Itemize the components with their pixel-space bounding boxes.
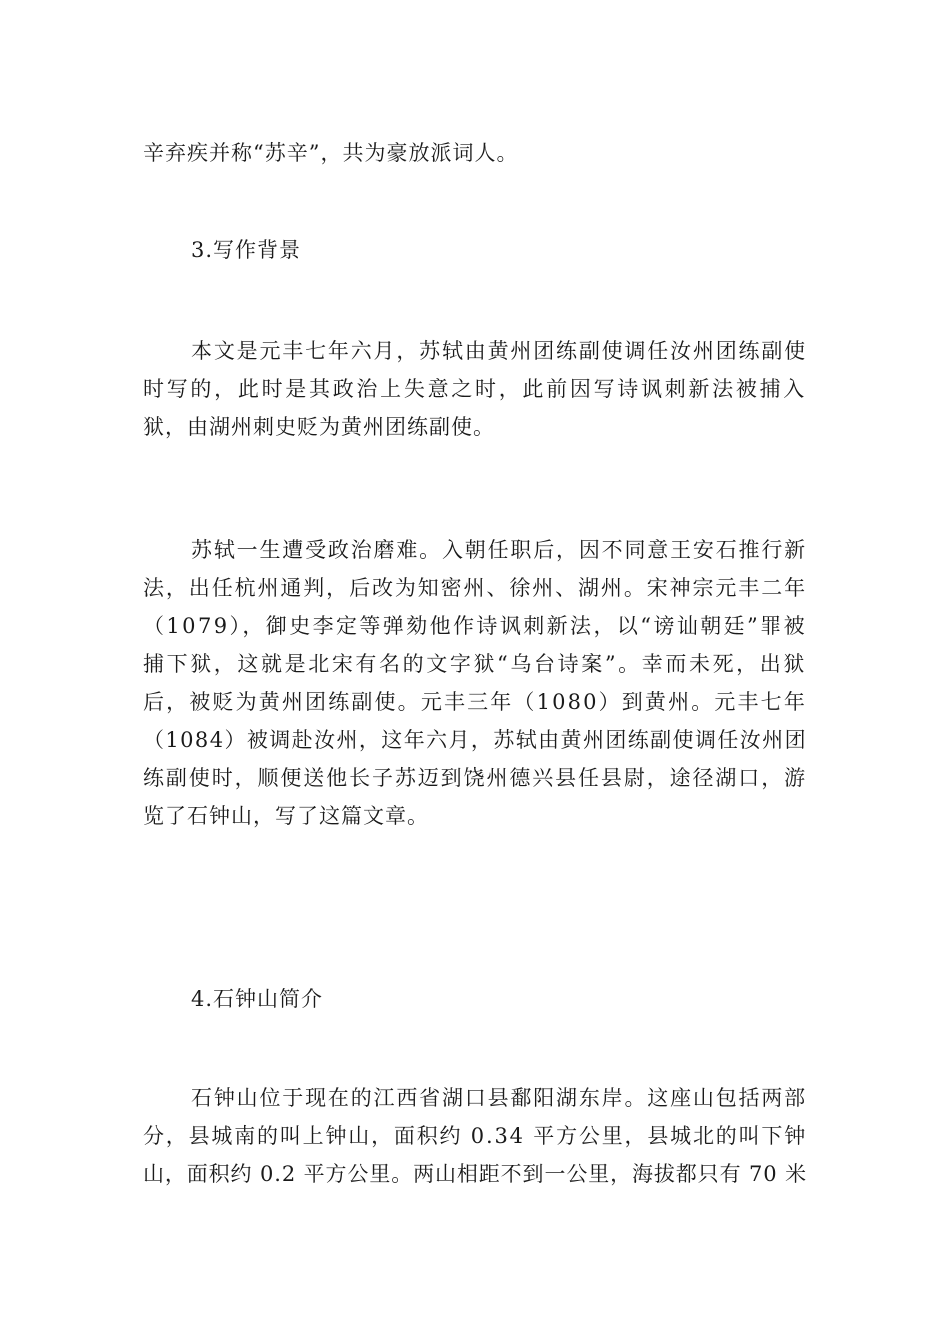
text-line: 苏轼一生遭受政治磨难。入朝任职后，因不同意王安石推行新 xyxy=(191,538,807,562)
text-line: 法，出任杭州通判，后改为知密州、徐州、湖州。宋神宗元丰二年 xyxy=(143,576,807,600)
text-line: 本文是元丰七年六月，苏轼由黄州团练副使调任汝州团练副使 xyxy=(191,339,807,363)
text-line: 狱，由湖州刺史贬为黄州团练副使。 xyxy=(143,415,495,439)
paragraph-background-2 xyxy=(143,531,807,835)
text-line: 后，被贬为黄州团练副使。元丰三年（1080）到黄州。元丰七年 xyxy=(143,690,807,714)
section-heading-shizhong-mountain: 4.石钟山简介 xyxy=(191,987,324,1011)
text-line: 练副使时，顺便送他长子苏迈到饶州德兴县任县尉，途径湖口，游 xyxy=(143,766,807,790)
text-line: （1079），御史李定等弹劾他作诗讽刺新法，以“谤讪朝廷”罪被 xyxy=(143,614,807,638)
text-line: 分，县城南的叫上钟山，面积约 0.34 平方公里，县城北的叫下钟 xyxy=(143,1124,807,1148)
text-line: 石钟山位于现在的江西省湖口县鄱阳湖东岸。这座山包括两部 xyxy=(191,1086,807,1110)
paragraph-background-1 xyxy=(143,332,807,446)
text-line: 捕下狱，这就是北宋有名的文字狱“乌台诗案”。幸而未死，出狱 xyxy=(143,652,807,676)
text-line: 辛弃疾并称“苏辛”，共为豪放派词人。 xyxy=(143,141,519,165)
text-line: 时写的，此时是其政治上失意之时，此前因写诗讽刺新法被捕入 xyxy=(143,377,807,401)
text-line: 山，面积约 0.2 平方公里。两山相距不到一公里，海拔都只有 70 米 xyxy=(143,1162,807,1186)
paragraph-shizhong-intro xyxy=(143,1079,807,1193)
paragraph-continuation xyxy=(143,134,807,172)
text-line: （1084）被调赴汝州，这年六月，苏轼由黄州团练副使调任汝州团 xyxy=(143,728,807,752)
section-heading-writing-background: 3.写作背景 xyxy=(191,238,302,262)
text-line: 览了石钟山，写了这篇文章。 xyxy=(143,804,429,828)
